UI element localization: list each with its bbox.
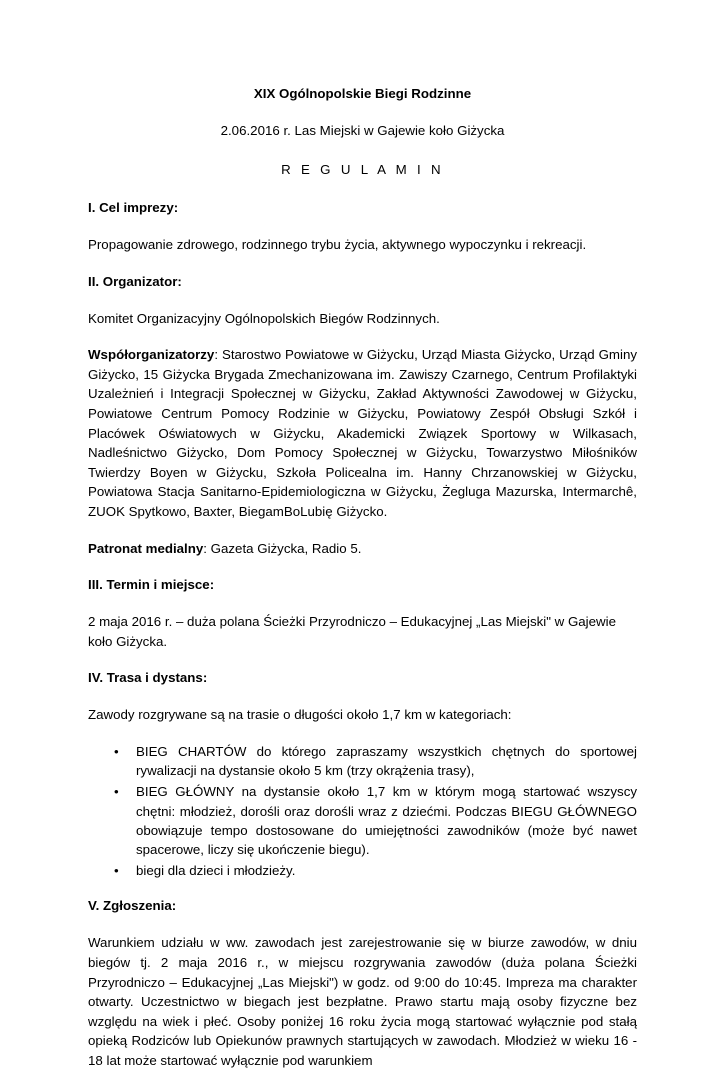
bullet-icon: • — [114, 863, 119, 879]
media-patronage-paragraph — [88, 539, 637, 559]
bullet-icon: • — [114, 784, 119, 800]
section-1-text: Propagowanie zdrowego, rodzinnego trybu życia, aktywnego wypoczynku i rekreacji. — [88, 237, 587, 252]
section-4-heading: IV. Trasa i dystans: — [88, 670, 208, 686]
category-list — [88, 742, 637, 880]
document-title: XIX Ogólnopolskie Biegi Rodzinne — [253, 86, 472, 101]
section-4-intro: Zawody rozgrywane są na trasie o długości około 1,7 km w kategoriach: — [88, 707, 512, 723]
media-patronage-text: : Gazeta Giżycka, Radio 5. — [203, 540, 362, 556]
bullet-icon: • — [114, 743, 119, 759]
coorganizers-text: : Starostwo Powiatowe w Giżycku, Urząd Miasta Giżycko, Urząd Gminy Giżycko, 15 Giżycka Brygada Zmechanizowana im. Zawiszy Czarnego, Centrum Profilaktyki Uzależnień i Integracji Społecznej w Giżycku, Zakład Aktywności Zawodowej w Giżycku, Powiatowe Centrum Pomocy Rodzinie w Giżycku, Powiatowy Zespół Obsługi Szkół i Placówek Oświatowych w Giżycku, Akademicki Związek Sportowy w Wilkasach, Nadleśnictwo Giżycko, Dom Pomocy Społecznej w Giżycku, Towarzystwo Miłośników Twierdzy Boyen w Giżycku, Szkoła Policealna im. Hanny Chrzanowskiej w Giżycku, Powiatowa Stacja Sanitarno-Epidemiologiczna w Giżycku, Żegluga Mazurska, Intermarchê, ZUOK Spytkowo, Baxter, BiegamBoLubię Giżycko. — [88, 347, 637, 519]
list-item — [114, 782, 637, 859]
media-patronage-label: Patronat medialny — [88, 540, 204, 556]
section-2-text: Komitet Organizacyjny Ogólnopolskich Biegów Rodzinnych. — [88, 310, 440, 326]
section-5-heading: V. Zgłoszenia: — [88, 898, 177, 914]
section-3-text: 2 maja 2016 r. – duża polana Ścieżki Przyrodniczo – Edukacyjnej „Las Miejski" w Gajewie koło Giżycka. — [88, 614, 616, 649]
list-item-text: BIEG CHARTÓW do którego zapraszamy wszystkich chętnych do sportowej rywalizacji na dystansie około 5 km (trzy okrążenia trasy), — [136, 743, 637, 779]
list-item-text: biegi dla dzieci i młodzieży. — [136, 863, 296, 879]
date-place: 2.06.2016 r. Las Miejski w Gajewie koło Giżycka — [220, 123, 505, 138]
section-2-heading: II. Organizator: — [88, 273, 182, 289]
list-item — [114, 861, 637, 880]
regulamin-heading: R E G U L A M I N — [281, 162, 444, 177]
section-1-heading: I. Cel imprezy: — [88, 200, 179, 215]
section-5-text: Warunkiem udziału w ww. zawodach jest zarejestrowanie się w biurze zawodów, w dniu biegów tj. 2 maja 2016 r., w miejscu rozgrywania zawodów (duża polana Ścieżki Przyrodniczo – Edukacyjnej „Las Miejski") w godz. od 9:00 do 10:45. Impreza ma charakter otwarty. Uczestnictwo w biegach jest bezpłatne. Prawo startu mają osoby fizyczne bez względu na wiek i płeć. Osoby poniżej 16 roku życia mogą startować wyłącznie pod stałą opieką Rodziców lub Opiekunów prawnych startujących w zawodach. Młodzież w wieku 16 - 18 lat może startować wyłącznie pod warunkiem — [88, 935, 637, 1068]
section-3-heading: III. Termin i miejsce: — [88, 577, 215, 593]
coorganizers-paragraph — [88, 345, 637, 521]
list-item-text: BIEG GŁÓWNY na dystansie około 1,7 km w którym mogą startować wszyscy chętni: młodzież, dorośli oraz dorośli wraz z dziećmi. Podczas BIEGU GŁÓWNEGO obowiązuje tempo dostosowane do umiejętności zawodników (może być nawet spacerowe, liczy się ukończenie biegu). — [136, 784, 637, 857]
list-item — [114, 742, 637, 780]
coorganizers-label: Współorganizatorzy — [88, 347, 215, 363]
